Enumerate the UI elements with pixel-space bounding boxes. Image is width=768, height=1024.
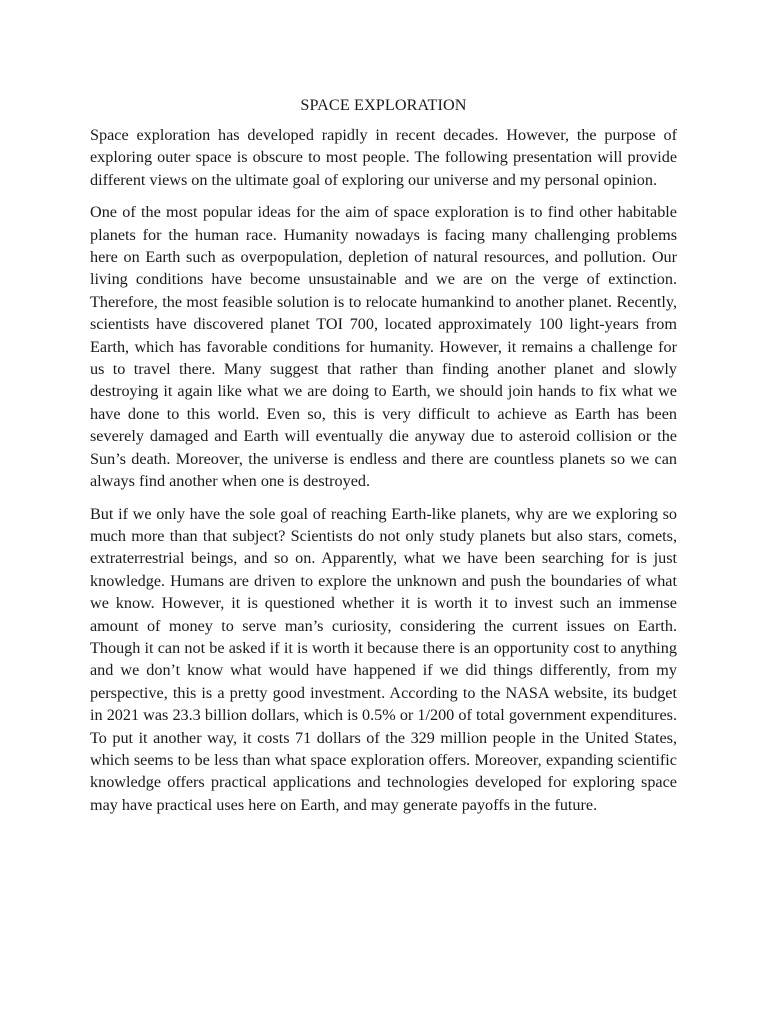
paragraph-knowledge: But if we only have the sole goal of reaching Earth-like planets, why are we exploring so much more than that subject? Scientists do not only study planets but also stars, comets, extraterrestrial beings, and so on. Apparently, what we have been searching for is just knowledge. Humans are driven to explore the unknown and push the boundaries of what we know. However, it is questioned whether it is worth it to invest such an immense amount of money to serve man’s curiosity, considering the current issues on Earth. Though it can not be asked if it is worth it because there is an opportunity cost to anything and we don’t know what would have happened if we did things differently, from my perspective, this is a pretty good investment. According to the NASA website, its budget in 2021 was 23.3 billion dollars, which is 0.5% or 1/200 of total government expenditures. To put it another way, it costs 71 dollars of the 329 million people in the United States, which seems to be less than what space exploration offers. Moreover, expanding scientific knowledge offers practical applications and technologies developed for exploring space may have practical uses here on Earth, and may generate payoffs in the future. (90, 504, 677, 814)
document-title: SPACE EXPLORATION (300, 96, 467, 114)
paragraph-introduction: Space exploration has developed rapidly in recent decades. However, the purpose of exploring outer space is obscure to most people. The following presentation will provide different views on the ultimate goal of exploring our universe and my personal opinion. (90, 126, 677, 189)
paragraph-habitable-planets: One of the most popular ideas for the aim of space exploration is to find other habitable planets for the human race. Humanity nowadays is facing many challenging problems here on Earth such as overpopulation, depletion of natural resources, and pollution. Our living conditions have become unsustainable and we are on the verge of extinction. Therefore, the most feasible solution is to relocate humankind to another planet. Recently, scientists have discovered planet TOI 700, located approximately 100 light-years from Earth, which has favorable conditions for humanity. However, it remains a challenge for us to travel there. Many suggest that rather than finding another planet and slowly destroying it again like what we are doing to Earth, we should join hands to fix what we have done to this world. Even so, this is very difficult to achieve as Earth has been severely damaged and Earth will eventually die anyway due to asteroid collision or the Sun’s death. Moreover, the universe is endless and there are countless planets so we can always find another when one is destroyed. (90, 203, 677, 491)
document-page (90, 94, 677, 826)
